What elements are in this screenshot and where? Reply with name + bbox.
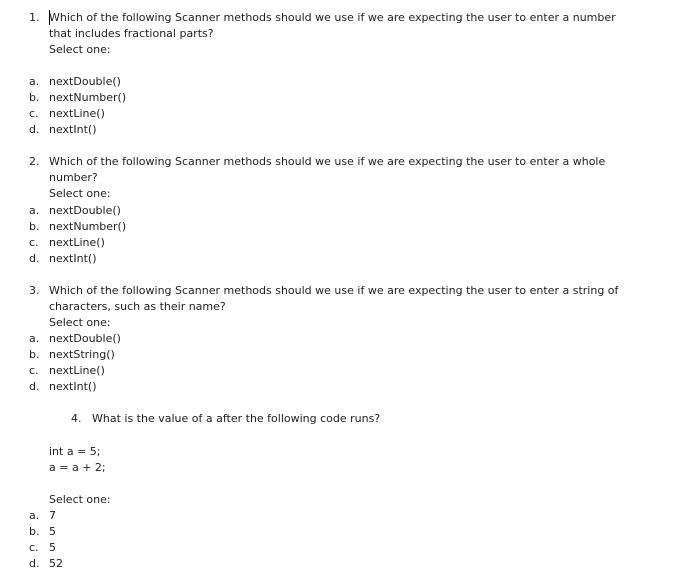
question-number: 1. bbox=[29, 11, 40, 24]
option-text: nextInt() bbox=[49, 123, 97, 136]
option-text: nextString() bbox=[49, 348, 115, 361]
code-line: int a = 5; bbox=[49, 445, 101, 458]
option-text: nextDouble() bbox=[49, 332, 121, 345]
option-text: nextLine() bbox=[49, 364, 105, 377]
option-text: nextLine() bbox=[49, 107, 105, 120]
question-text: number? bbox=[49, 171, 98, 184]
option-letter: a. bbox=[29, 75, 40, 88]
option-text: 7 bbox=[49, 509, 56, 522]
select-one-label: Select one: bbox=[49, 43, 111, 56]
question-number: 4. bbox=[71, 412, 82, 425]
option-letter: c. bbox=[29, 364, 39, 377]
option-text: nextNumber() bbox=[49, 91, 127, 104]
option-text: nextLine() bbox=[49, 236, 105, 249]
option-letter: d. bbox=[29, 252, 40, 265]
select-one-label: Select one: bbox=[49, 493, 111, 506]
question-text: Which of the following Scanner methods should we use if we are expecting the user to enter a whole bbox=[49, 155, 606, 168]
option-letter: d. bbox=[29, 380, 40, 393]
question-text: Which of the following Scanner methods should we use if we are expecting the user to enter a string of bbox=[49, 284, 619, 297]
question-number: 3. bbox=[29, 284, 40, 297]
option-text: 5 bbox=[49, 525, 56, 538]
option-text: nextNumber() bbox=[49, 220, 127, 233]
question-text: What is the value of a after the following code runs? bbox=[92, 412, 381, 425]
option-letter: b. bbox=[29, 91, 40, 104]
option-letter: a. bbox=[29, 509, 40, 522]
select-one-label: Select one: bbox=[49, 316, 111, 329]
option-letter: d. bbox=[29, 123, 40, 136]
select-one-label: Select one: bbox=[49, 187, 111, 200]
option-letter: a. bbox=[29, 332, 40, 345]
option-letter: d. bbox=[29, 557, 40, 570]
option-text: nextInt() bbox=[49, 252, 97, 265]
question-number: 2. bbox=[29, 155, 40, 168]
option-text: 52 bbox=[49, 557, 63, 570]
option-text: nextDouble() bbox=[49, 204, 121, 217]
option-letter: c. bbox=[29, 541, 39, 554]
question-text: characters, such as their name? bbox=[49, 300, 226, 313]
option-letter: b. bbox=[29, 348, 40, 361]
option-letter: c. bbox=[29, 107, 39, 120]
option-letter: b. bbox=[29, 220, 40, 233]
option-text: nextInt() bbox=[49, 380, 97, 393]
option-letter: c. bbox=[29, 236, 39, 249]
question-text: Which of the following Scanner methods should we use if we are expecting the user to enter a number bbox=[49, 11, 616, 24]
option-letter: a. bbox=[29, 204, 40, 217]
code-line: a = a + 2; bbox=[49, 461, 106, 474]
question-text: that includes fractional parts? bbox=[49, 27, 214, 40]
option-text: nextDouble() bbox=[49, 75, 121, 88]
option-letter: b. bbox=[29, 525, 40, 538]
option-text: 5 bbox=[49, 541, 56, 554]
